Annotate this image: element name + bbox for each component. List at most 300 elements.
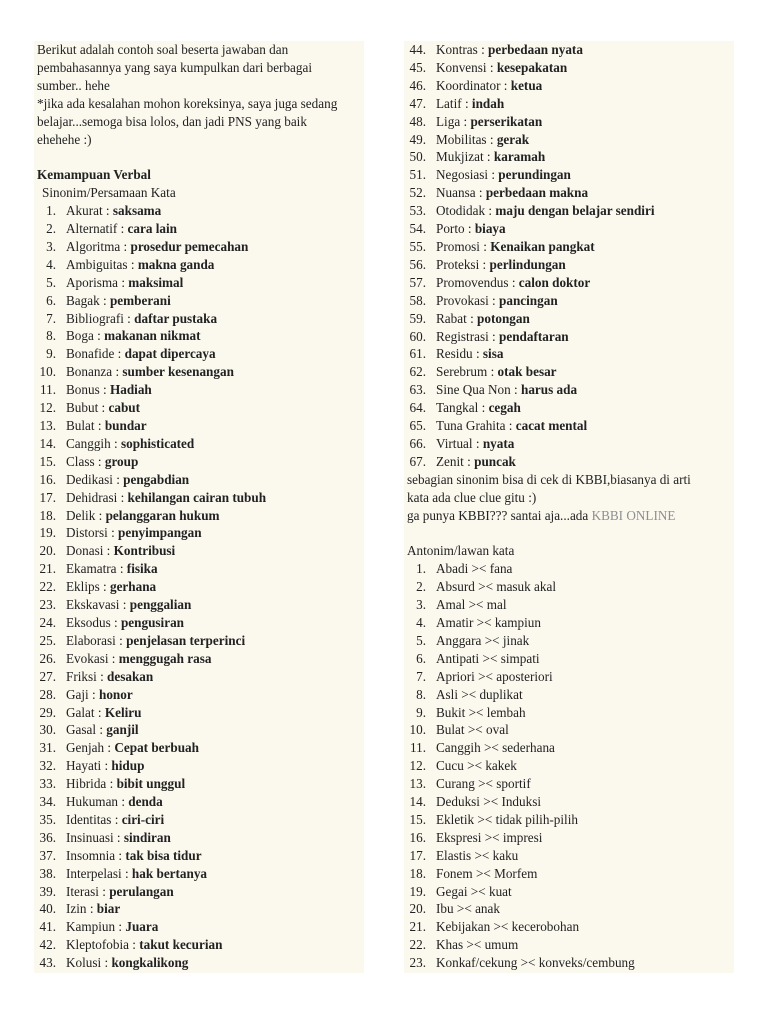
item-number: 50. xyxy=(409,149,426,165)
antonim-separator: >< xyxy=(471,561,487,577)
item-synonym: makna ganda xyxy=(137,256,215,272)
item-number: 7. xyxy=(46,310,56,326)
sinonim-title: Sinonim/Persamaan Kata xyxy=(42,185,176,201)
item-term: Bonus xyxy=(66,382,100,398)
item-term: Hibrida xyxy=(66,776,107,792)
item-number: 15. xyxy=(39,453,56,469)
item-number: 29. xyxy=(39,704,56,720)
item-number: 65. xyxy=(409,418,426,434)
antonim-item xyxy=(404,596,734,614)
sinonim-item: 33. Hibrida : bibit unggul xyxy=(34,775,364,793)
item-synonym: perlindungan xyxy=(489,256,566,272)
item-term: Promovendus xyxy=(436,274,509,290)
item-term: Residu xyxy=(436,346,473,362)
item-term: Tuna Grahita xyxy=(436,418,506,434)
item-term: Distorsi xyxy=(66,525,108,541)
item-antonym: fana xyxy=(489,561,513,577)
intro-line: pembahasannya yang saya kumpulkan dari berbagai xyxy=(37,59,313,75)
sinonim-item: 49. Mobilitas : gerak xyxy=(404,131,734,149)
item-number: 58. xyxy=(409,292,426,308)
sinonim-item: 22. Eklips : gerhana xyxy=(34,578,364,596)
sinonim-item: 15. Class : group xyxy=(34,453,364,471)
antonim-item xyxy=(404,865,734,883)
item-number: 49. xyxy=(409,131,426,147)
item-number: 47. xyxy=(409,95,426,111)
sinonim-item: 31. Genjah : Cepat berbuah xyxy=(34,739,364,757)
item-number: 37. xyxy=(39,847,56,863)
item-term: Antipati xyxy=(436,650,480,666)
item-number: 2. xyxy=(46,221,56,237)
item-number: 11. xyxy=(40,382,56,398)
item-number: 4. xyxy=(416,614,426,630)
sinonim-item: 2. Alternatif : cara lain xyxy=(34,220,364,238)
sinonim-list-continued xyxy=(404,41,734,471)
item-number: 62. xyxy=(409,364,426,380)
item-term: Delik xyxy=(66,507,96,523)
antonim-list xyxy=(404,560,734,972)
sinonim-item: 67. Zenit : puncak xyxy=(404,453,734,471)
item-term: Deduksi xyxy=(436,794,480,810)
item-term: Bibliografi xyxy=(66,310,124,326)
item-number: 16. xyxy=(39,471,56,487)
antonim-separator: >< xyxy=(468,704,484,720)
item-synonym: potongan xyxy=(477,310,530,326)
item-term: Boga xyxy=(66,328,94,344)
item-term: Otodidak xyxy=(436,203,486,219)
note-line xyxy=(404,507,734,525)
antonim-separator: >< xyxy=(468,597,484,613)
item-synonym: perbedaan nyata xyxy=(488,42,583,57)
item-term: Canggih xyxy=(436,740,481,756)
item-number: 3. xyxy=(46,238,56,254)
item-synonym: karamah xyxy=(493,149,546,165)
antonim-item xyxy=(404,757,734,775)
antonim-item xyxy=(404,936,734,954)
item-term: Abadi xyxy=(436,561,469,577)
item-number: 61. xyxy=(409,346,426,362)
item-synonym: Cepat berbuah xyxy=(114,740,199,756)
item-term: Izin xyxy=(66,901,87,917)
item-synonym: hidup xyxy=(111,758,145,774)
item-synonym: Keliru xyxy=(104,704,142,720)
item-term: Bubut xyxy=(66,400,99,416)
item-term: Mukjizat xyxy=(436,149,484,165)
sinonim-item: 19. Distorsi : penyimpangan xyxy=(34,524,364,542)
sinonim-item: 65. Tuna Grahita : cacat mental xyxy=(404,417,734,435)
item-antonym: aposteriori xyxy=(496,668,553,684)
item-number: 18. xyxy=(409,865,426,881)
item-number: 8. xyxy=(46,328,56,344)
item-synonym: prosedur pemecahan xyxy=(130,238,249,254)
item-term: Apriori xyxy=(436,668,475,684)
sinonim-item: 18. Delik : pelanggaran hukum xyxy=(34,507,364,525)
item-synonym: sindiran xyxy=(123,829,171,845)
item-number: 55. xyxy=(409,238,426,254)
item-term: Ekamatra xyxy=(66,561,117,577)
item-number: 52. xyxy=(409,185,426,201)
item-synonym: Kenaikan pangkat xyxy=(490,238,595,254)
item-synonym: biar xyxy=(96,901,121,917)
item-term: Genjah xyxy=(66,740,105,756)
item-synonym: ciri-ciri xyxy=(121,811,165,827)
item-number: 15. xyxy=(409,811,426,827)
antonim-separator: >< xyxy=(475,865,491,881)
item-number: 40. xyxy=(39,901,56,917)
item-term: Akurat xyxy=(66,203,103,219)
item-term: Liga xyxy=(436,113,461,129)
sinonim-item: 53. Otodidak : maju dengan belajar sendiri xyxy=(404,202,734,220)
item-number: 67. xyxy=(409,453,426,469)
item-number: 63. xyxy=(409,382,426,398)
sinonim-item: 14. Canggih : sophisticated xyxy=(34,435,364,453)
item-term: Registrasi xyxy=(436,328,489,344)
item-number: 11. xyxy=(410,740,426,756)
item-synonym: cacat mental xyxy=(515,418,588,434)
item-term: Asli xyxy=(436,686,458,702)
item-synonym: sophisticated xyxy=(120,435,195,451)
item-number: 9. xyxy=(46,346,56,362)
sinonim-item: 40. Izin : biar xyxy=(34,900,364,918)
item-antonym: kecerobohan xyxy=(511,919,580,935)
item-number: 24. xyxy=(39,614,56,630)
item-number: 13. xyxy=(409,776,426,792)
sinonim-item: 7. Bibliografi : daftar pustaka xyxy=(34,310,364,328)
antonim-item xyxy=(404,811,734,829)
item-synonym: group xyxy=(104,453,139,469)
sinonim-item: 10. Bonanza : sumber kesenangan xyxy=(34,363,364,381)
item-number: 27. xyxy=(39,668,56,684)
sinonim-item: 50. Mukjizat : karamah xyxy=(404,148,734,166)
item-number: 19. xyxy=(39,525,56,541)
item-number: 32. xyxy=(39,758,56,774)
item-synonym: saksama xyxy=(112,203,162,219)
sinonim-item: 37. Insomnia : tak bisa tidur xyxy=(34,847,364,865)
antonim-item xyxy=(404,560,734,578)
sinonim-item: 55. Promosi : Kenaikan pangkat xyxy=(404,238,734,256)
item-term: Bulat xyxy=(66,418,95,434)
item-number: 31. xyxy=(39,740,56,756)
sinonim-item: 26. Evokasi : menggugah rasa xyxy=(34,650,364,668)
item-number: 8. xyxy=(416,686,426,702)
item-synonym: cegah xyxy=(488,400,521,416)
item-term: Bonafide xyxy=(66,346,115,362)
item-number: 51. xyxy=(409,167,426,183)
item-synonym: nyata xyxy=(482,435,515,451)
item-term: Anggara xyxy=(436,632,482,648)
sinonim-item: 51. Negosiasi : perundingan xyxy=(404,166,734,184)
item-synonym: pancingan xyxy=(499,292,558,308)
item-synonym: penggalian xyxy=(129,597,192,613)
item-term: Serebrum xyxy=(436,364,488,380)
item-synonym: fisika xyxy=(126,561,158,577)
item-number: 22. xyxy=(39,579,56,595)
item-number: 21. xyxy=(39,561,56,577)
item-number: 7. xyxy=(416,668,426,684)
item-antonym: kampiun xyxy=(494,614,541,630)
item-number: 57. xyxy=(409,274,426,290)
item-number: 42. xyxy=(39,937,56,953)
item-antonym: lembah xyxy=(486,704,526,720)
antonim-item xyxy=(404,668,734,686)
antonim-item xyxy=(404,632,734,650)
antonim-item xyxy=(404,793,734,811)
sinonim-item: 58. Provokasi : pancingan xyxy=(404,292,734,310)
item-synonym: perserikatan xyxy=(470,113,543,129)
item-number: 26. xyxy=(39,650,56,666)
antonim-separator: >< xyxy=(482,650,498,666)
item-synonym: maksimal xyxy=(128,274,184,290)
item-number: 1. xyxy=(416,561,426,577)
item-term: Gegai xyxy=(436,883,468,899)
item-term: Promosi xyxy=(436,238,480,254)
item-number: 22. xyxy=(409,937,426,953)
note-text: ga punya KBBI??? santai aja...ada xyxy=(407,507,592,523)
antonim-separator: >< xyxy=(484,740,499,756)
item-synonym: gerak xyxy=(496,131,530,147)
item-synonym: makanan nikmat xyxy=(104,328,201,344)
item-number: 6. xyxy=(416,650,426,666)
item-synonym: penjelasan terperinci xyxy=(126,632,246,648)
kbbi-online-link[interactable]: KBBI ONLINE xyxy=(591,507,676,523)
sinonim-item: 38. Interpelasi : hak bertanya xyxy=(34,865,364,883)
sinonim-item: 41. Kampiun : Juara xyxy=(34,918,364,936)
item-term: Insomnia xyxy=(66,847,116,863)
item-term: Class xyxy=(66,453,95,469)
item-term: Amal xyxy=(436,597,466,613)
intro-line: *jika ada kesalahan mohon koreksinya, saya juga sedang xyxy=(37,95,338,111)
item-number: 9. xyxy=(416,704,426,720)
item-term: Dehidrasi xyxy=(66,489,118,505)
item-antonym: Morfem xyxy=(494,865,538,881)
item-number: 44. xyxy=(409,42,426,57)
sinonim-item: 29. Galat : Keliru xyxy=(34,704,364,722)
item-antonym: impresi xyxy=(502,829,543,845)
item-number: 38. xyxy=(39,865,56,881)
intro-line: Berikut adalah contoh soal beserta jawaban dan xyxy=(37,42,289,57)
item-synonym: Juara xyxy=(125,919,159,935)
item-term: Eksodus xyxy=(66,614,111,630)
sinonim-item: 36. Insinuasi : sindiran xyxy=(34,829,364,847)
item-antonym: jinak xyxy=(502,632,530,648)
sinonim-item: 48. Liga : perserikatan xyxy=(404,113,734,131)
item-number: 59. xyxy=(409,310,426,326)
item-number: 64. xyxy=(409,400,426,416)
antonim-separator: >< xyxy=(467,722,483,738)
sinonim-item: 52. Nuansa : perbedaan makna xyxy=(404,184,734,202)
item-term: Fonem xyxy=(436,865,473,881)
left-column xyxy=(34,41,364,973)
sinonim-list xyxy=(34,202,364,972)
item-term: Elastis xyxy=(436,847,472,863)
item-term: Zenit xyxy=(436,453,464,469)
antonim-separator: >< xyxy=(476,614,492,630)
sinonim-item: 13. Bulat : bundar xyxy=(34,417,364,435)
item-number: 19. xyxy=(409,883,426,899)
item-synonym: maju dengan belajar sendiri xyxy=(495,203,655,219)
sinonim-item: 39. Iterasi : perulangan xyxy=(34,883,364,901)
antonim-item xyxy=(404,704,734,722)
item-number: 34. xyxy=(39,794,56,810)
item-number: 20. xyxy=(39,543,56,559)
item-synonym: perundingan xyxy=(498,167,571,183)
item-synonym: cara lain xyxy=(127,221,177,237)
item-term: Dedikasi xyxy=(66,471,113,487)
item-number: 41. xyxy=(39,919,56,935)
item-antonym: kaku xyxy=(492,847,519,863)
item-synonym: Hadiah xyxy=(109,382,152,398)
sinonim-item: 3. Algoritma : prosedur pemecahan xyxy=(34,238,364,256)
sinonim-item: 54. Porto : biaya xyxy=(404,220,734,238)
item-term: Kebijakan xyxy=(436,919,491,935)
item-number: 17. xyxy=(39,489,56,505)
item-term: Ekspresi xyxy=(436,829,482,845)
antonim-item xyxy=(404,686,734,704)
antonim-item xyxy=(404,650,734,668)
antonim-item xyxy=(404,954,734,972)
item-term: Aporisma xyxy=(66,274,119,290)
antonim-separator: >< xyxy=(493,919,509,935)
item-term: Koordinator xyxy=(436,77,501,93)
sinonim-item: 56. Proteksi : perlindungan xyxy=(404,256,734,274)
item-synonym: calon doktor xyxy=(518,274,591,290)
item-term: Evokasi xyxy=(66,650,109,666)
item-antonym: kakek xyxy=(485,758,517,774)
sinonim-item: 45. Konvensi : kesepakatan xyxy=(404,59,734,77)
item-synonym: tak bisa tidur xyxy=(125,847,202,863)
antonim-separator: >< xyxy=(478,668,493,684)
item-synonym: perbedaan makna xyxy=(485,185,589,201)
item-synonym: denda xyxy=(128,794,163,810)
item-antonym: simpati xyxy=(500,650,540,666)
item-term: Ekletik xyxy=(436,811,475,827)
item-number: 45. xyxy=(409,59,426,75)
item-term: Kampiun xyxy=(66,919,116,935)
sinonim-item: 43. Kolusi : kongkalikong xyxy=(34,954,364,972)
item-number: 10. xyxy=(409,722,426,738)
item-term: Porto xyxy=(436,221,465,237)
item-synonym: puncak xyxy=(474,453,516,469)
item-term: Hayati xyxy=(66,758,102,774)
item-number: 46. xyxy=(409,77,426,93)
item-number: 5. xyxy=(416,632,426,648)
antonim-item xyxy=(404,578,734,596)
antonim-separator: >< xyxy=(456,901,472,917)
item-term: Ambiguitas xyxy=(66,256,128,272)
item-synonym: cabut xyxy=(108,400,141,416)
item-term: Amatir xyxy=(436,614,474,630)
item-antonym: tidak pilih-pilih xyxy=(495,811,578,827)
item-synonym: desakan xyxy=(107,668,154,684)
item-synonym: penyimpangan xyxy=(118,525,202,541)
item-synonym: gerhana xyxy=(109,579,157,595)
sinonim-item: 46. Koordinator : ketua xyxy=(404,77,734,95)
item-synonym: menggugah rasa xyxy=(118,650,212,666)
item-term: Ekskavasi xyxy=(66,597,120,613)
item-number: 35. xyxy=(39,811,56,827)
item-term: Interpelasi xyxy=(66,865,122,881)
item-antonym: mal xyxy=(486,597,507,613)
sinonim-item: 4. Ambiguitas : makna ganda xyxy=(34,256,364,274)
sinonim-item: 6. Bagak : pemberani xyxy=(34,292,364,310)
item-synonym: ganjil xyxy=(106,722,139,738)
sinonim-item: 44. Kontras : perbedaan nyata xyxy=(404,41,734,59)
item-term: Insinuasi xyxy=(66,829,114,845)
item-synonym: pengusiran xyxy=(120,614,184,630)
item-number: 54. xyxy=(409,221,426,237)
item-synonym: sisa xyxy=(482,346,504,362)
item-number: 14. xyxy=(39,435,56,451)
item-synonym: pendaftaran xyxy=(499,328,569,344)
item-term: Bonanza xyxy=(66,364,113,380)
item-number: 16. xyxy=(409,829,426,845)
item-number: 20. xyxy=(409,901,426,917)
item-number: 28. xyxy=(39,686,56,702)
item-term: Konkaf/cekung xyxy=(436,955,518,971)
item-term: Algoritma xyxy=(66,238,121,254)
intro-paragraph xyxy=(34,41,364,148)
sinonim-item: 59. Rabat : potongan xyxy=(404,310,734,328)
item-synonym: pemberani xyxy=(109,292,171,308)
item-term: Konvensi xyxy=(436,59,487,75)
antonim-separator: >< xyxy=(461,686,477,702)
item-term: Canggih xyxy=(66,435,111,451)
item-number: 30. xyxy=(39,722,56,738)
item-antonym: oval xyxy=(486,722,509,738)
sinonim-item: 34. Hukuman : denda xyxy=(34,793,364,811)
item-number: 60. xyxy=(409,328,426,344)
item-term: Gasal xyxy=(66,722,97,738)
sinonim-item: 11. Bonus : Hadiah xyxy=(34,381,364,399)
item-synonym: kehilangan cairan tubuh xyxy=(127,489,267,505)
item-number: 56. xyxy=(409,256,426,272)
note-line: sebagian sinonim bisa di cek di KBBI,biasanya di arti xyxy=(407,471,691,487)
item-synonym: takut kecurian xyxy=(139,937,223,953)
sinonim-item: 64. Tangkal : cegah xyxy=(404,399,734,417)
item-term: Tangkal xyxy=(436,400,479,416)
sinonim-item: 5. Aporisma : maksimal xyxy=(34,274,364,292)
item-term: Iterasi xyxy=(66,883,99,899)
antonim-item xyxy=(404,721,734,739)
item-term: Mobilitas xyxy=(436,131,487,147)
item-number: 3. xyxy=(416,597,426,613)
item-number: 43. xyxy=(39,955,56,971)
item-term: Rabat xyxy=(436,310,467,326)
item-term: Kolusi xyxy=(66,955,102,971)
section-title: Kemampuan Verbal xyxy=(37,167,151,183)
item-synonym: bibit unggul xyxy=(116,776,186,792)
antonim-item xyxy=(404,775,734,793)
item-synonym: kongkalikong xyxy=(111,955,189,971)
item-synonym: pelanggaran hukum xyxy=(105,507,220,523)
item-synonym: dapat dipercaya xyxy=(124,346,216,362)
item-term: Donasi xyxy=(66,543,104,559)
item-number: 53. xyxy=(409,203,426,219)
sinonim-item: 27. Friksi : desakan xyxy=(34,668,364,686)
item-number: 18. xyxy=(39,507,56,523)
item-term: Curang xyxy=(436,776,475,792)
item-term: Identitas xyxy=(66,811,112,827)
sinonim-item: 24. Eksodus : pengusiran xyxy=(34,614,364,632)
item-antonym: umum xyxy=(484,937,519,953)
item-number: 4. xyxy=(46,256,56,272)
item-term: Latif xyxy=(436,95,462,111)
item-term: Galat xyxy=(66,704,95,720)
sinonim-item: 25. Elaborasi : penjelasan terperinci xyxy=(34,632,364,650)
antonim-item xyxy=(404,918,734,936)
antonim-separator: >< xyxy=(466,937,482,953)
item-number: 17. xyxy=(409,847,426,863)
antonim-separator: >< xyxy=(483,794,499,810)
